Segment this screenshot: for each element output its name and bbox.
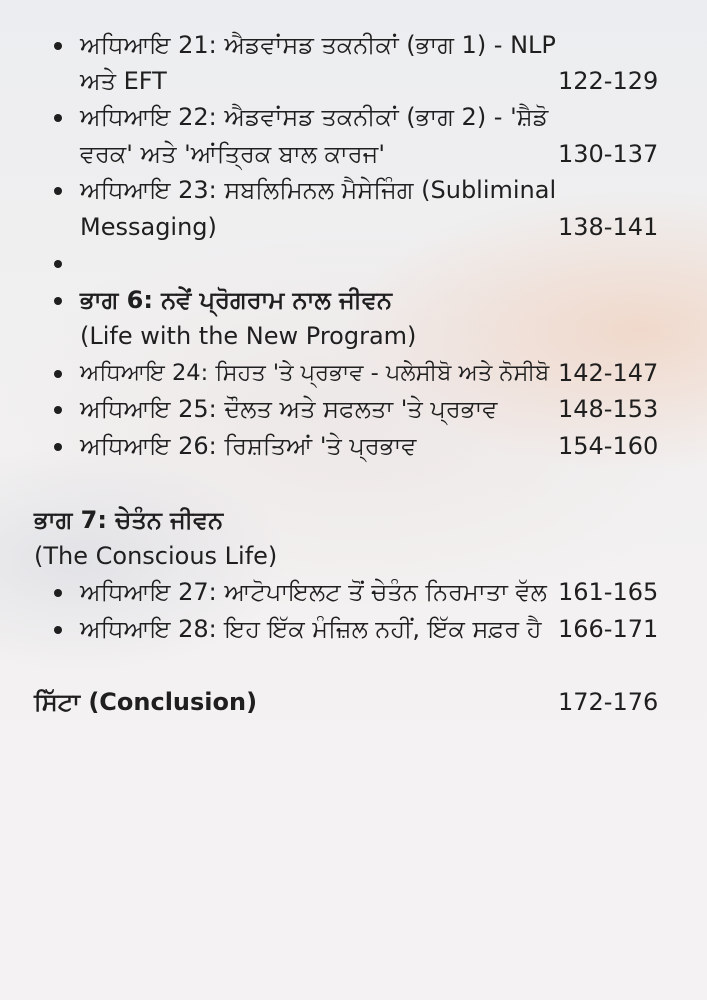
toc-item-ch26 (0, 428, 707, 465)
toc-page-range: 172-176 (558, 688, 659, 716)
bullet-icon (54, 589, 62, 597)
toc-item-title: ਅਧਿਆਇ 23: ਸਬਲਿਮਿਨਲ ਮੈਸੇਜਿੰਗ (Subliminal (80, 176, 557, 204)
toc-item-title-cont: ਵਰਕ' ਅਤੇ 'ਆਂਤ੍ਰਿਕ ਬਾਲ ਕਾਰਜ' (80, 140, 385, 168)
bullet-icon (54, 187, 62, 195)
bullet-icon (54, 370, 62, 378)
toc-item-title: ਅਧਿਆਇ 28: ਇਹ ਇੱਕ ਮੰਜ਼ਿਲ ਨਹੀਂ, ਇੱਕ ਸਫ਼ਰ ਹੈ (80, 615, 542, 643)
bullet-icon (54, 406, 62, 414)
toc-page-range: 166-171 (558, 615, 659, 643)
bullet-icon (54, 42, 62, 50)
toc-part7-heading (0, 502, 707, 539)
bullet-icon (54, 626, 62, 634)
toc-item-title-cont: Messaging) (80, 213, 217, 241)
toc-part6-heading (0, 282, 707, 319)
toc-item-ch21 (0, 27, 707, 64)
bullet-icon (54, 443, 62, 451)
toc-page-range: 142-147 (558, 359, 659, 387)
part-subtitle: (The Conscious Life) (34, 542, 278, 570)
toc-item-title: ਅਧਿਆਇ 25: ਦੌਲਤ ਅਤੇ ਸਫਲਤਾ 'ਤੇ ਪ੍ਰਭਾਵ (80, 395, 498, 423)
toc-page-range: 138-141 (558, 213, 659, 241)
toc-item-title-cont: ਅਤੇ EFT (80, 67, 167, 95)
bullet-icon (54, 260, 62, 268)
toc-item-title: ਅਧਿਆਇ 22: ਐਡਵਾਂਸਡ ਤਕਨੀਕਾਂ (ਭਾਗ 2) - 'ਸ਼ੈਡੋ (80, 103, 549, 131)
toc-page-range: 148-153 (558, 395, 659, 423)
part-title: ਭਾਗ 7: ਚੇਤੰਨ ਜੀਵਨ (34, 506, 224, 534)
toc-page-range: 130-137 (558, 140, 659, 168)
toc-item-ch24 (0, 355, 707, 392)
toc-page-range: 154-160 (558, 432, 659, 460)
bullet-icon (54, 297, 62, 305)
conclusion-title: ਸਿੱਟਾ (Conclusion) (34, 688, 258, 716)
part-subtitle: (Life with the New Program) (80, 322, 417, 350)
toc-item-title: ਅਧਿਆਇ 21: ਐਡਵਾਂਸਡ ਤਕਨੀਕਾਂ (ਭਾਗ 1) - NLP (80, 31, 556, 59)
toc-item-ch21-cont (0, 63, 707, 100)
toc-item-ch23 (0, 172, 707, 209)
toc-item-ch22-cont (0, 136, 707, 173)
toc-page-range: 161-165 (558, 578, 659, 606)
toc-part6-subtitle (0, 318, 707, 355)
toc-item-title: ਅਧਿਆਇ 24: ਸਿਹਤ 'ਤੇ ਪ੍ਰਭਾਵ - ਪਲੇਸੀਬੋ ਅਤੇ ਨੋਸੀਬੋ (80, 360, 550, 386)
toc-page-range: 122-129 (558, 67, 659, 95)
toc-item-ch25 (0, 391, 707, 428)
toc-item-ch22 (0, 99, 707, 136)
toc-item-ch28 (0, 611, 707, 648)
toc-empty-item (0, 245, 707, 282)
toc-conclusion (0, 684, 707, 721)
part-title: ਭਾਗ 6: ਨਵੇਂ ਪ੍ਰੋਗਰਾਮ ਨਾਲ ਜੀਵਨ (80, 286, 392, 314)
toc-item-title: ਅਧਿਆਇ 27: ਆਟੋਪਾਇਲਟ ਤੋਂ ਚੇਤੰਨ ਨਿਰਮਾਤਾ ਵੱਲ (80, 578, 547, 606)
toc-item-ch23-cont (0, 209, 707, 246)
toc-part7-subtitle (0, 538, 707, 575)
bullet-icon (54, 114, 62, 122)
toc-item-title: ਅਧਿਆਇ 26: ਰਿਸ਼ਤਿਆਂ 'ਤੇ ਪ੍ਰਭਾਵ (80, 432, 417, 460)
toc-item-ch27 (0, 574, 707, 611)
